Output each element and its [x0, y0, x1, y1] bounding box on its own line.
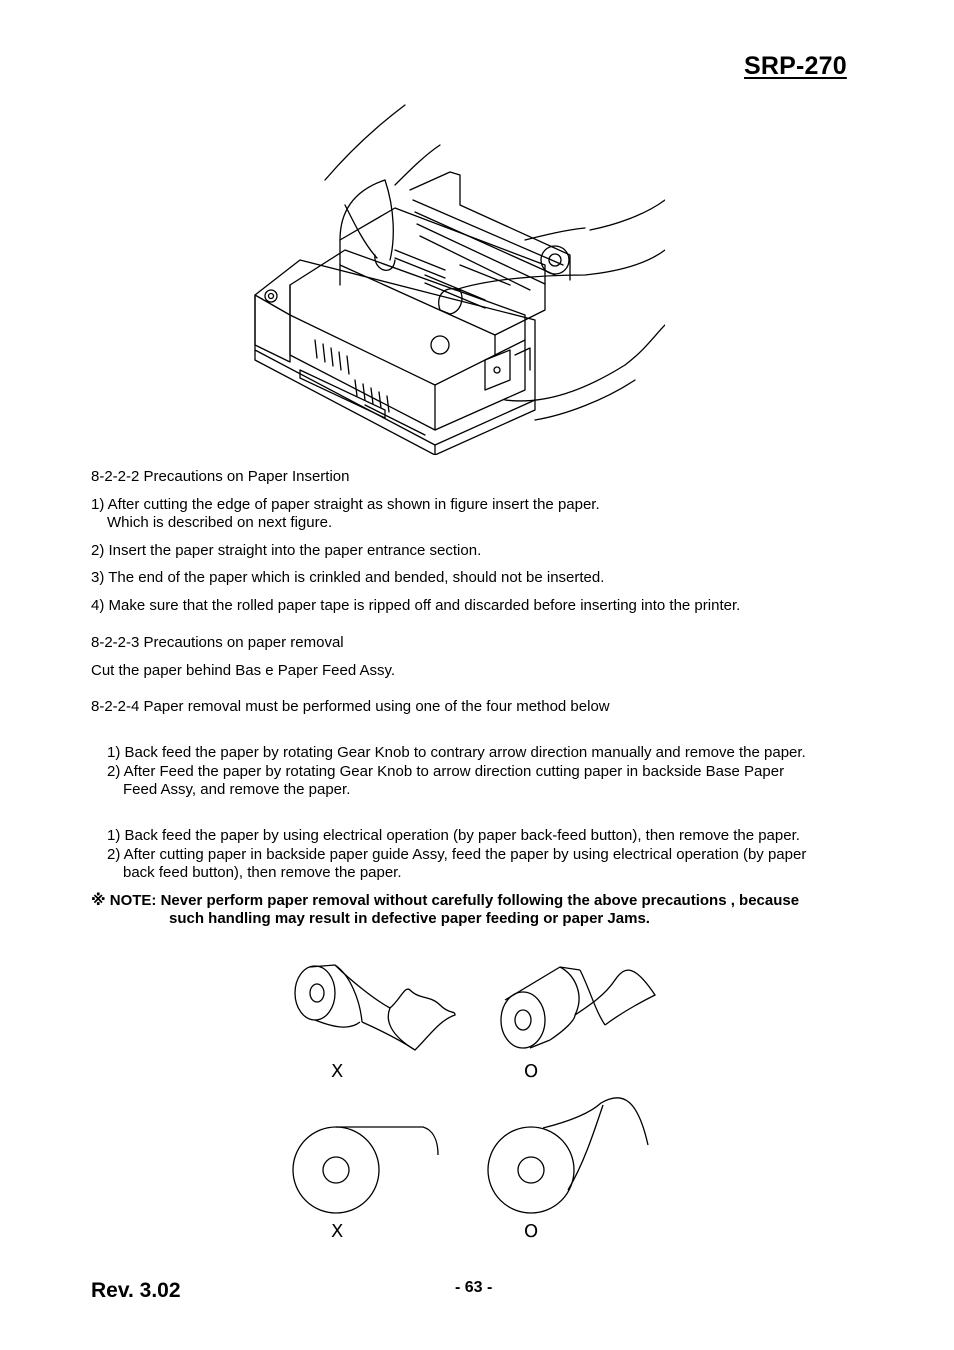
manual-method-2-line-2: Feed Assy, and remove the paper. [123, 781, 351, 798]
page-title: SRP-270 [744, 52, 847, 80]
note-line-1: ※ NOTE: Never perform paper removal without carefully following the above precautions , because [91, 892, 800, 909]
roll-mark-top-left: X [331, 1061, 344, 1082]
page-number: - 63 - [455, 1279, 493, 1296]
insertion-item-3: 3) The end of the paper which is crinkled and bended, should not be inserted. [91, 569, 605, 586]
electrical-method-2-line-2: back feed button), then remove the paper. [123, 864, 402, 881]
removal-body: Cut the paper behind Bas e Paper Feed Assy. [91, 662, 396, 679]
paper-roll-correct-free-end-icon [483, 1095, 658, 1215]
roll-mark-bottom-right: O [524, 1221, 539, 1242]
roll-mark-top-right: O [524, 1061, 539, 1082]
insertion-item-1-line-1: 1) After cutting the edge of paper straight as shown in figure insert the paper. [91, 496, 600, 513]
insertion-item-4: 4) Make sure that the rolled paper tape is ripped off and discarded before inserting into the printer. [91, 597, 741, 614]
revision-label: Rev. 3.02 [91, 1279, 181, 1302]
section-heading-insertion: 8-2-2-2 Precautions on Paper Insertion [91, 468, 350, 485]
printer-mechanism-illustration [245, 100, 665, 455]
roll-mark-bottom-left: X [331, 1221, 344, 1242]
manual-method-1: 1) Back feed the paper by rotating Gear Knob to contrary arrow direction manually and remove the paper. [107, 744, 806, 761]
insertion-item-1-line-2: Which is described on next figure. [107, 514, 333, 531]
section-heading-removal: 8-2-2-3 Precautions on paper removal [91, 634, 344, 651]
note-line-2: such handling may result in defective paper feeding or paper Jams. [169, 910, 650, 927]
paper-roll-correct-straight-icon [495, 960, 665, 1055]
section-heading-methods: 8-2-2-4 Paper removal must be performed using one of the four method below [91, 698, 610, 715]
paper-roll-wrong-curled-end-icon [288, 1120, 448, 1215]
electrical-method-2-line-1: 2) After cutting paper in backside paper guide Assy, feed the paper by using electrical operation (by paper [107, 846, 807, 863]
insertion-item-2: 2) Insert the paper straight into the paper entrance section. [91, 542, 482, 559]
electrical-method-1: 1) Back feed the paper by using electrical operation (by paper back-feed button), then remove the paper. [107, 827, 800, 844]
manual-method-2-line-1: 2) After Feed the paper by rotating Gear Knob to arrow direction cutting paper in backside Base Paper [107, 763, 785, 780]
paper-roll-wrong-crinkled-icon [290, 960, 465, 1055]
